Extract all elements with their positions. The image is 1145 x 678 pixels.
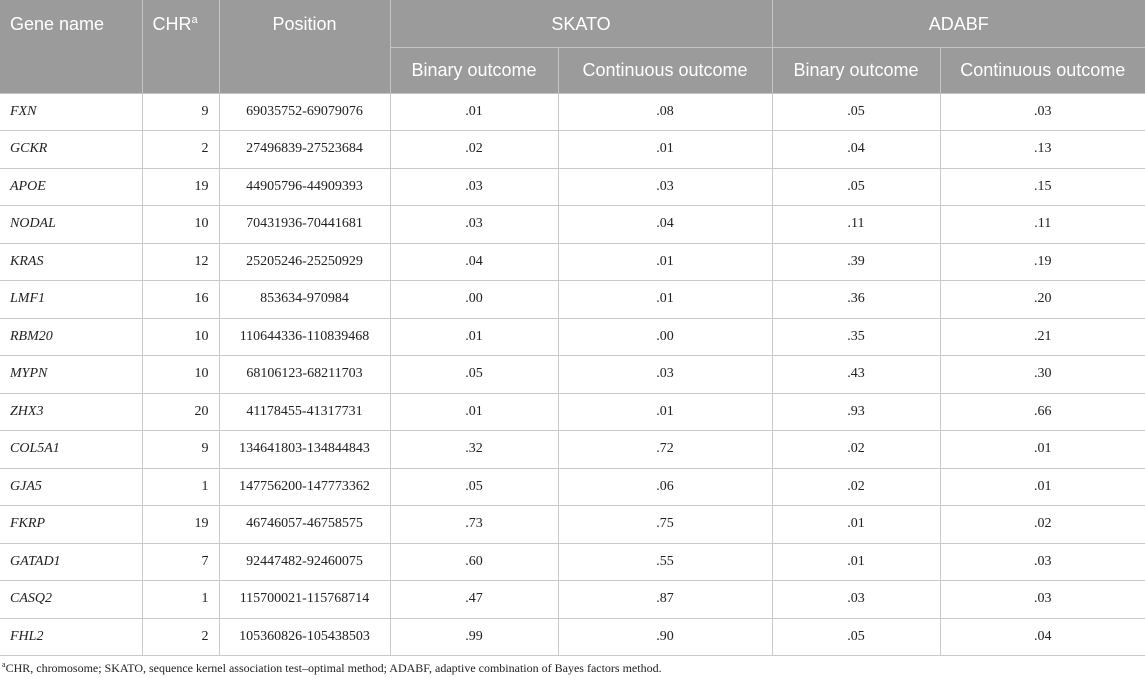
header-chr	[142, 0, 219, 93]
footnote-marker: a	[2, 660, 6, 669]
cell-skato-continuous: .72	[558, 431, 772, 469]
table-row	[0, 468, 1145, 506]
cell-gene: FHL2	[0, 618, 142, 656]
cell-position: 25205246-25250929	[219, 243, 390, 281]
cell-adabf-binary: .02	[772, 431, 940, 469]
cell-skato-continuous: .75	[558, 506, 772, 544]
cell-adabf-binary: .35	[772, 318, 940, 356]
cell-adabf-continuous: .15	[940, 168, 1145, 206]
table-row	[0, 506, 1145, 544]
cell-skato-continuous: .03	[558, 356, 772, 394]
table-row	[0, 206, 1145, 244]
header-skato: SKATO	[390, 0, 772, 47]
cell-skato-continuous: .08	[558, 93, 772, 131]
cell-adabf-binary: .11	[772, 206, 940, 244]
header-chr-footnote-marker: a	[191, 14, 198, 26]
cell-skato-continuous: .01	[558, 131, 772, 169]
cell-adabf-binary: .04	[772, 131, 940, 169]
footnote-text: CHR, chromosome; SKATO, sequence kernel association test–optimal method; ADABF, adaptive combination of Bayes factors method.	[5, 661, 662, 675]
cell-chr: 2	[142, 131, 219, 169]
cell-position: 27496839-27523684	[219, 131, 390, 169]
cell-skato-binary: .01	[390, 318, 558, 356]
table-row	[0, 618, 1145, 656]
cell-skato-binary: .60	[390, 543, 558, 581]
cell-adabf-binary: .02	[772, 468, 940, 506]
cell-adabf-binary: .05	[772, 93, 940, 131]
header-adabf: ADABF	[772, 0, 1145, 47]
cell-skato-binary: .99	[390, 618, 558, 656]
cell-skato-binary: .04	[390, 243, 558, 281]
cell-adabf-continuous: .20	[940, 281, 1145, 319]
cell-skato-binary: .47	[390, 581, 558, 619]
cell-chr: 9	[142, 93, 219, 131]
cell-skato-continuous: .00	[558, 318, 772, 356]
cell-position: 70431936-70441681	[219, 206, 390, 244]
cell-skato-continuous: .01	[558, 393, 772, 431]
header-adabf-continuous: Continuous outcome	[940, 47, 1145, 93]
cell-skato-binary: .03	[390, 206, 558, 244]
cell-adabf-continuous: .03	[940, 581, 1145, 619]
table-body	[0, 93, 1145, 656]
cell-position: 853634-970984	[219, 281, 390, 319]
cell-skato-continuous: .03	[558, 168, 772, 206]
cell-skato-continuous: .87	[558, 581, 772, 619]
cell-position: 68106123-68211703	[219, 356, 390, 394]
cell-adabf-continuous: .03	[940, 543, 1145, 581]
cell-skato-binary: .01	[390, 93, 558, 131]
cell-position: 147756200-147773362	[219, 468, 390, 506]
cell-chr: 16	[142, 281, 219, 319]
cell-adabf-continuous: .30	[940, 356, 1145, 394]
cell-skato-continuous: .01	[558, 243, 772, 281]
cell-chr: 20	[142, 393, 219, 431]
header-adabf-binary: Binary outcome	[772, 47, 940, 93]
cell-gene: ZHX3	[0, 393, 142, 431]
cell-chr: 10	[142, 318, 219, 356]
cell-adabf-continuous: .01	[940, 468, 1145, 506]
cell-adabf-continuous: .19	[940, 243, 1145, 281]
header-gene-name: Gene name	[0, 0, 142, 93]
table-row	[0, 281, 1145, 319]
cell-adabf-binary: .03	[772, 581, 940, 619]
header-chr-label: CHR	[152, 14, 192, 34]
cell-chr: 1	[142, 581, 219, 619]
table-row	[0, 581, 1145, 619]
cell-adabf-binary: .36	[772, 281, 940, 319]
cell-chr: 19	[142, 168, 219, 206]
table-footnote	[2, 661, 662, 676]
cell-gene: KRAS	[0, 243, 142, 281]
cell-adabf-continuous: .04	[940, 618, 1145, 656]
cell-adabf-continuous: .01	[940, 431, 1145, 469]
cell-adabf-binary: .05	[772, 168, 940, 206]
cell-chr: 1	[142, 468, 219, 506]
cell-chr: 7	[142, 543, 219, 581]
cell-adabf-binary: .39	[772, 243, 940, 281]
cell-gene: COL5A1	[0, 431, 142, 469]
cell-gene: GATAD1	[0, 543, 142, 581]
cell-gene: FKRP	[0, 506, 142, 544]
cell-skato-continuous: .90	[558, 618, 772, 656]
cell-gene: RBM20	[0, 318, 142, 356]
cell-skato-binary: .01	[390, 393, 558, 431]
cell-position: 105360826-105438503	[219, 618, 390, 656]
cell-adabf-binary: .01	[772, 506, 940, 544]
cell-skato-binary: .73	[390, 506, 558, 544]
cell-gene: MYPN	[0, 356, 142, 394]
table-row	[0, 431, 1145, 469]
cell-position: 134641803-134844843	[219, 431, 390, 469]
cell-skato-continuous: .04	[558, 206, 772, 244]
cell-adabf-continuous: .03	[940, 93, 1145, 131]
header-skato-binary: Binary outcome	[390, 47, 558, 93]
cell-adabf-continuous: .11	[940, 206, 1145, 244]
cell-adabf-binary: .05	[772, 618, 940, 656]
cell-skato-binary: .05	[390, 356, 558, 394]
cell-position: 46746057-46758575	[219, 506, 390, 544]
cell-adabf-binary: .93	[772, 393, 940, 431]
cell-skato-binary: .32	[390, 431, 558, 469]
cell-gene: APOE	[0, 168, 142, 206]
cell-skato-continuous: .55	[558, 543, 772, 581]
header-position: Position	[219, 0, 390, 93]
cell-skato-binary: .00	[390, 281, 558, 319]
cell-adabf-continuous: .13	[940, 131, 1145, 169]
cell-gene: GJA5	[0, 468, 142, 506]
cell-position: 115700021-115768714	[219, 581, 390, 619]
header-skato-continuous: Continuous outcome	[558, 47, 772, 93]
cell-gene: GCKR	[0, 131, 142, 169]
cell-skato-binary: .02	[390, 131, 558, 169]
cell-adabf-continuous: .02	[940, 506, 1145, 544]
table-header	[0, 0, 1145, 93]
table-row	[0, 356, 1145, 394]
cell-adabf-continuous: .66	[940, 393, 1145, 431]
cell-adabf-binary: .01	[772, 543, 940, 581]
table-row	[0, 131, 1145, 169]
cell-adabf-continuous: .21	[940, 318, 1145, 356]
cell-chr: 19	[142, 506, 219, 544]
cell-chr: 12	[142, 243, 219, 281]
cell-gene: LMF1	[0, 281, 142, 319]
cell-chr: 10	[142, 356, 219, 394]
cell-position: 69035752-69079076	[219, 93, 390, 131]
cell-skato-continuous: .01	[558, 281, 772, 319]
cell-gene: FXN	[0, 93, 142, 131]
cell-chr: 2	[142, 618, 219, 656]
cell-position: 92447482-92460075	[219, 543, 390, 581]
cell-position: 110644336-110839468	[219, 318, 390, 356]
cell-skato-binary: .05	[390, 468, 558, 506]
cell-skato-continuous: .06	[558, 468, 772, 506]
table-row	[0, 393, 1145, 431]
table-row	[0, 168, 1145, 206]
cell-chr: 9	[142, 431, 219, 469]
table-row	[0, 93, 1145, 131]
table-row	[0, 243, 1145, 281]
table-row	[0, 318, 1145, 356]
cell-position: 44905796-44909393	[219, 168, 390, 206]
cell-adabf-binary: .43	[772, 356, 940, 394]
cell-chr: 10	[142, 206, 219, 244]
cell-gene: NODAL	[0, 206, 142, 244]
cell-gene: CASQ2	[0, 581, 142, 619]
cell-position: 41178455-41317731	[219, 393, 390, 431]
cell-skato-binary: .03	[390, 168, 558, 206]
table-row	[0, 543, 1145, 581]
